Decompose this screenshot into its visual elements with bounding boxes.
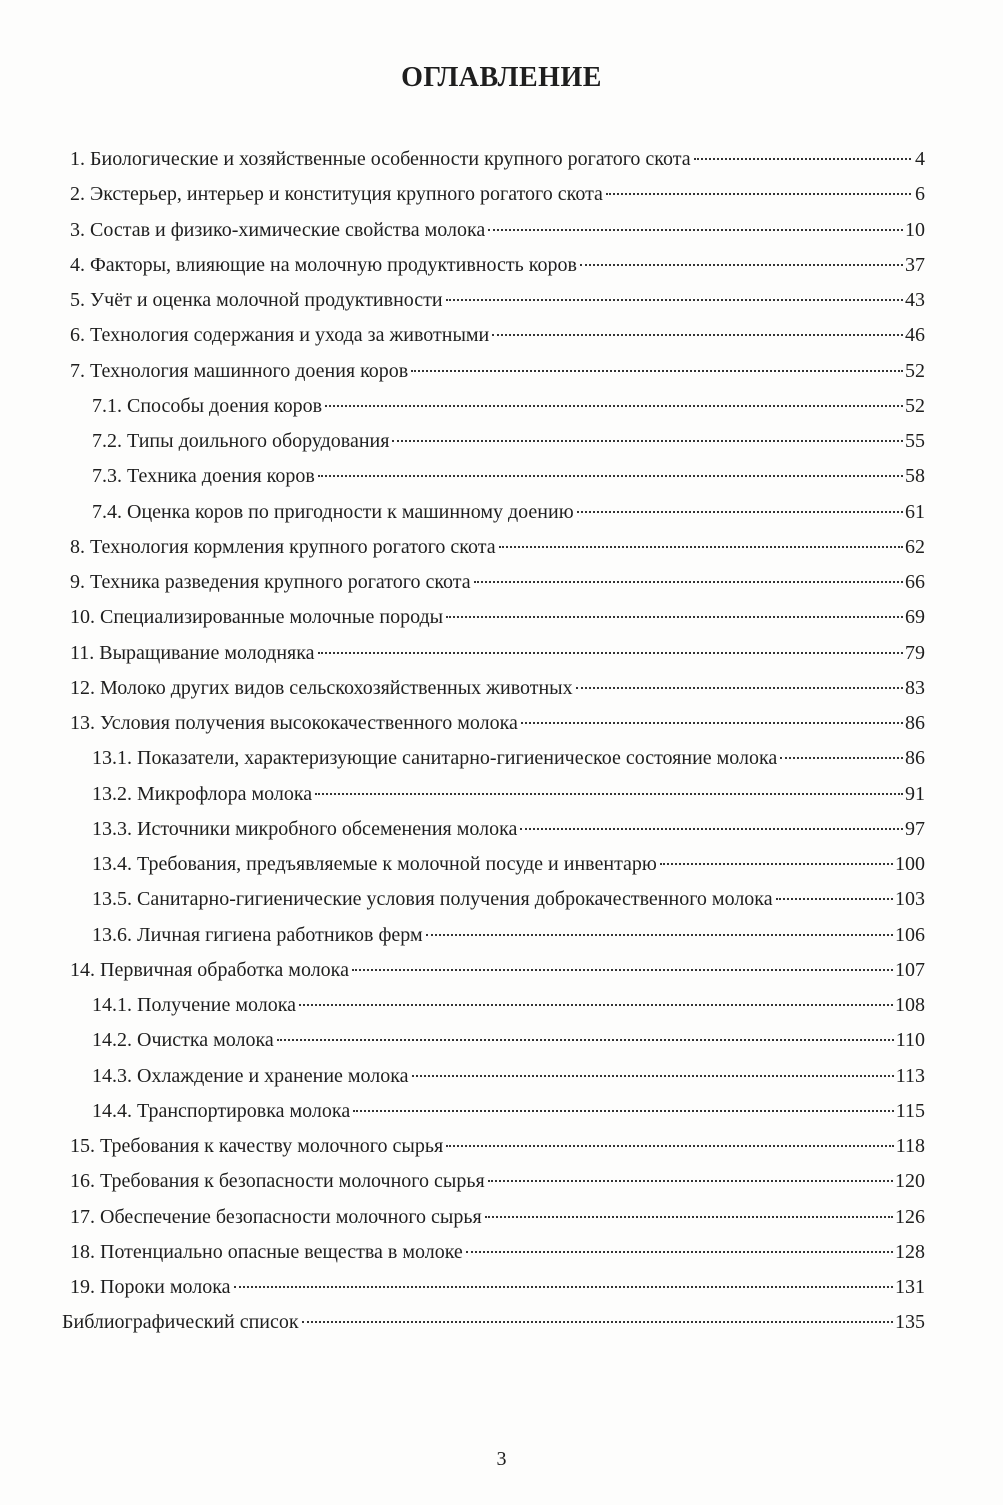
toc-entry-page: 126: [895, 1205, 925, 1228]
toc-subentry: [70, 1063, 925, 1098]
toc-entry-page: 10: [905, 218, 925, 241]
toc-entry: [70, 322, 925, 357]
toc-entry: [70, 675, 925, 710]
toc-entry-title: 10. Специализированные молочные породы: [70, 606, 444, 629]
toc-entry: [70, 604, 925, 639]
toc-entry-title: 13.3. Источники микробного обсеменения молока: [92, 817, 518, 840]
toc-subentry: [70, 428, 925, 463]
toc-entry-title: 11. Выращивание молодняка: [70, 641, 315, 664]
toc-entry: [70, 181, 925, 216]
dot-leader: [694, 158, 911, 160]
toc-entry-page: 52: [905, 359, 925, 382]
toc-entry-page: 135: [895, 1311, 925, 1334]
toc-subentry: [70, 816, 925, 851]
dot-leader: [776, 898, 893, 900]
toc-entry-title: 17. Обеспечение безопасности молочного сырья: [70, 1205, 482, 1228]
toc-subentry: [70, 1098, 925, 1133]
dot-leader: [576, 687, 903, 689]
dot-leader: [353, 1110, 894, 1112]
dot-leader: [580, 264, 903, 266]
toc-entry-page: 91: [905, 782, 925, 805]
toc-entry-page: 69: [905, 606, 925, 629]
toc-entry-page: 106: [895, 923, 925, 946]
dot-leader: [660, 863, 893, 865]
dot-leader: [466, 1251, 893, 1253]
dot-leader: [426, 934, 893, 936]
toc-entry-page: 46: [905, 324, 925, 347]
toc-entry-title: 13.4. Требования, предъявляемые к молочной посуде и инвентарю: [92, 853, 657, 875]
toc-entry-title: 8. Технология кормления крупного рогатого скота: [70, 535, 496, 558]
dot-leader: [352, 969, 893, 971]
toc-entry-title: 13. Условия получения высококачественного молока: [70, 712, 518, 734]
toc-entry-page: 118: [895, 1135, 925, 1157]
dot-leader: [392, 440, 903, 442]
dot-leader: [234, 1286, 893, 1288]
toc-entry-page: 62: [905, 535, 925, 558]
toc-entry-page: 61: [905, 500, 925, 523]
toc-entry-title: 9. Техника разведения крупного рогатого скота: [70, 571, 471, 593]
toc-entry: [70, 534, 925, 569]
toc-entry-page: 103: [895, 888, 925, 911]
toc-entry: [70, 1239, 925, 1274]
toc-entry-title: 7.3. Техника доения коров: [92, 465, 315, 488]
toc-entry-title: 13.5. Санитарно-гигиенические условия получения доброкачественного молока: [92, 888, 773, 911]
toc-entry: [62, 1309, 925, 1344]
dot-leader: [499, 546, 903, 548]
toc-entry-title: 14.4. Транспортировка молока: [92, 1099, 351, 1122]
toc-entry-page: 108: [895, 994, 925, 1016]
dot-leader: [318, 652, 903, 654]
toc-entry-title: 7.4. Оценка коров по пригодности к машинному доению: [92, 500, 574, 523]
toc-entry-title: 19. Пороки молока: [70, 1276, 231, 1298]
toc-entry-title: 5. Учёт и оценка молочной продуктивности: [70, 289, 443, 311]
toc-subentry: [70, 922, 925, 957]
toc-entry-page: 86: [905, 747, 925, 770]
toc-entry-title: 1. Биологические и хозяйственные особенности крупного рогатого скота: [70, 148, 691, 170]
toc-entry-page: 79: [905, 641, 925, 664]
toc-entry: [70, 1133, 925, 1168]
toc-entry-page: 55: [905, 430, 925, 452]
toc-entry-title: 13.2. Микрофлора молока: [92, 782, 313, 805]
toc-entry-page: 115: [895, 1099, 925, 1122]
toc-entry-page: 86: [905, 712, 925, 734]
dot-leader: [474, 581, 903, 583]
toc-entry-title: 14.2. Очистка молока: [92, 1029, 274, 1052]
dot-leader: [411, 370, 903, 372]
toc-entry-title: 7. Технология машинного доения коров: [70, 359, 409, 382]
toc-entry: [70, 1204, 925, 1239]
toc-entry-page: 83: [905, 676, 925, 699]
dot-leader: [485, 1216, 893, 1218]
dot-leader: [315, 793, 903, 795]
toc-subentry: [70, 463, 925, 498]
dot-leader: [318, 475, 903, 477]
toc-entry-title: 16. Требования к безопасности молочного сырья: [70, 1170, 485, 1193]
dot-leader: [446, 299, 903, 301]
toc-entry-title: Библиографический список: [62, 1311, 299, 1334]
toc-entry-page: 110: [895, 1029, 925, 1052]
toc-entry-page: 43: [905, 289, 925, 311]
dot-leader: [299, 1004, 893, 1006]
toc-subentry: [70, 886, 925, 921]
toc-entry-title: 7.2. Типы доильного оборудования: [92, 430, 390, 452]
toc-entry-title: 7.1. Способы доения коров: [92, 394, 323, 417]
toc-entry: [70, 1274, 925, 1309]
toc-entry-page: 100: [895, 853, 925, 875]
dot-leader: [520, 828, 903, 830]
toc-entry-page: 4: [915, 148, 925, 170]
toc-entry: [70, 146, 925, 181]
dot-leader: [446, 616, 903, 618]
dot-leader: [492, 334, 903, 336]
toc-entry-title: 12. Молоко других видов сельскохозяйственных животных: [70, 676, 573, 699]
toc-entry: [70, 287, 925, 322]
toc-entry-page: 107: [895, 958, 925, 981]
toc-entry-page: 131: [895, 1276, 925, 1298]
toc-entry-page: 58: [905, 465, 925, 488]
toc-entry: [70, 217, 925, 252]
toc-subentry: [70, 781, 925, 816]
toc-entry-page: 120: [895, 1170, 925, 1193]
dot-leader: [521, 722, 903, 724]
toc-entry: [70, 569, 925, 604]
toc-entry-page: 97: [905, 817, 925, 840]
toc-subentry: [70, 393, 925, 428]
toc-entry-title: 13.6. Личная гигиена работников ферм: [92, 923, 423, 946]
toc-entry-title: 6. Технология содержания и ухода за животными: [70, 324, 490, 347]
dot-leader: [446, 1145, 894, 1147]
toc-entry-title: 14.1. Получение молока: [92, 994, 297, 1016]
toc-entry-title: 13.1. Показатели, характеризующие санитарно-гигиеническое состояние молока: [92, 747, 778, 770]
dot-leader: [488, 1180, 893, 1182]
table-of-contents: [62, 146, 925, 1345]
toc-subentry: [70, 992, 925, 1027]
dot-leader: [606, 193, 911, 195]
dot-leader: [780, 757, 903, 759]
toc-entry: [70, 358, 925, 393]
page-number: 3: [496, 1448, 507, 1470]
toc-entry-page: 128: [895, 1240, 925, 1263]
dot-leader: [577, 511, 903, 513]
dot-leader: [302, 1321, 893, 1323]
page-title: ОГЛАВЛЕНИЕ: [401, 62, 602, 93]
dot-leader: [488, 229, 903, 231]
toc-entry: [70, 640, 925, 675]
toc-entry-title: 2. Экстерьер, интерьер и конституция крупного рогатого скота: [70, 183, 603, 206]
toc-subentry: [70, 499, 925, 534]
toc-entry: [70, 1168, 925, 1203]
toc-entry-page: 37: [905, 253, 925, 276]
toc-subentry: [70, 745, 925, 780]
toc-entry-title: 14.3. Охлаждение и хранение молока: [92, 1064, 409, 1087]
toc-entry-title: 15. Требования к качеству молочного сырья: [70, 1135, 444, 1157]
toc-entry-page: 66: [905, 571, 925, 593]
toc-entry-page: 113: [895, 1064, 925, 1087]
toc-subentry: [70, 851, 925, 886]
toc-entry-page: 52: [905, 394, 925, 417]
toc-entry-page: 6: [915, 183, 925, 206]
toc-entry-title: 18. Потенциально опасные вещества в молоке: [70, 1240, 463, 1263]
toc-entry: [70, 710, 925, 745]
toc-entry-title: 14. Первичная обработка молока: [70, 958, 349, 981]
toc-entry: [70, 957, 925, 992]
toc-subentry: [70, 1027, 925, 1062]
toc-entry-title: 3. Состав и физико-химические свойства молока: [70, 218, 486, 241]
dot-leader: [412, 1075, 894, 1077]
dot-leader: [277, 1039, 894, 1041]
toc-entry-title: 4. Факторы, влияющие на молочную продуктивность коров: [70, 253, 577, 276]
dot-leader: [325, 405, 903, 407]
toc-entry: [70, 252, 925, 287]
